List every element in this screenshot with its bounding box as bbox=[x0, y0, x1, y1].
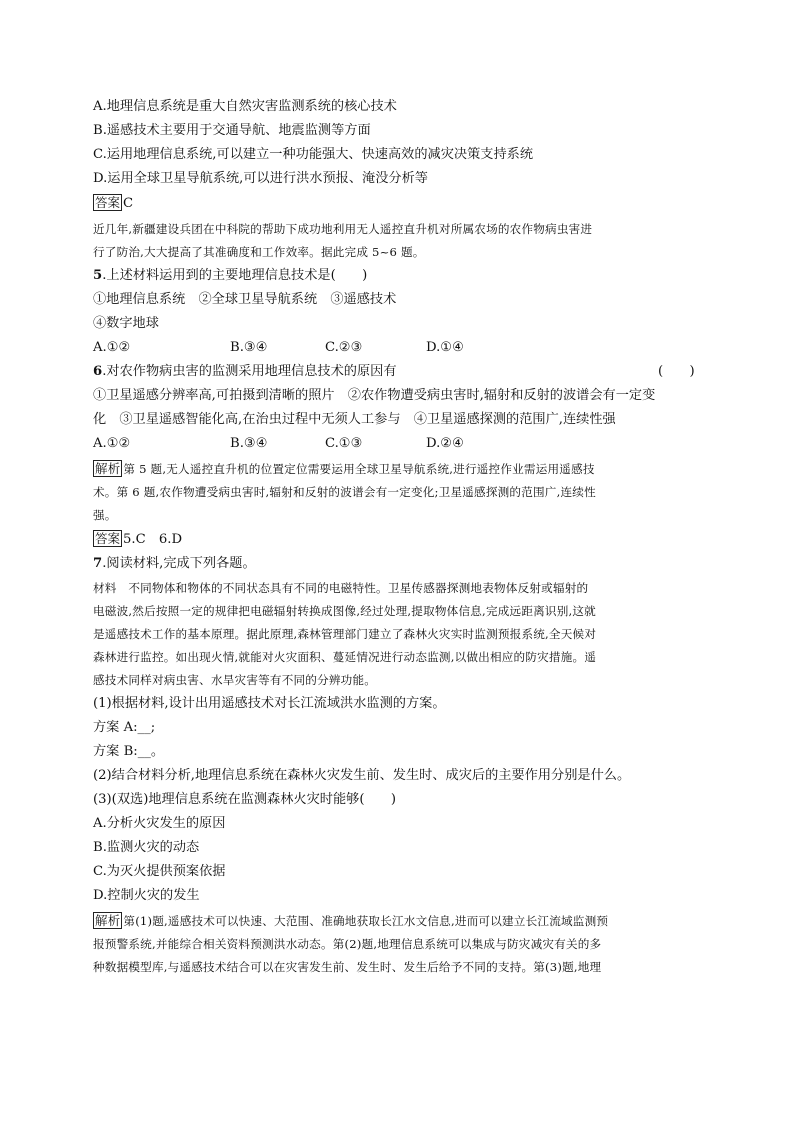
answer-blank: ( ) bbox=[658, 364, 695, 379]
q5-items-line: ④数字地球 bbox=[93, 316, 159, 331]
option-c: C.①③ bbox=[325, 436, 363, 451]
analysis-line: 术。第 6 题,农作物遭受病虫害时,辐射和反射的波谱会有一定变化;卫星遥感探测的范围广,连续性 bbox=[93, 485, 596, 499]
q4-option-d: D.运用全球卫星导航系统,可以进行洪水预报、淹没分析等 bbox=[93, 171, 428, 186]
q7-sub3: (3)(双选)地理信息系统在监测森林火灾时能够( ) bbox=[93, 792, 397, 807]
q4-option-a: A.地理信息系统是重大自然灾害监测系统的核心技术 bbox=[93, 99, 397, 114]
question-stem: .阅读材料,完成下列各题。 bbox=[102, 556, 256, 571]
analysis-tag: 解析 bbox=[95, 461, 121, 476]
analysis-tag: 解析 bbox=[95, 913, 121, 928]
material-line: 感技术同样对病虫害、水旱灾害等有不同的分辨功能。 bbox=[93, 673, 377, 687]
q6-options bbox=[93, 434, 703, 454]
q7-option-a: A.分析火灾发生的原因 bbox=[93, 816, 226, 831]
analysis-line: 强。 bbox=[93, 508, 117, 522]
material-line: 电磁波,然后按照一定的规律把电磁辐射转换成图像,经过处理,提取物体信息,完成远距离识别,这就 bbox=[93, 604, 596, 618]
analysis-line bbox=[93, 911, 608, 931]
option-c: C.②③ bbox=[325, 340, 363, 355]
q5-items-line: ①地理信息系统 ②全球卫星导航系统 ③遥感技术 bbox=[93, 292, 397, 307]
q7-plan-b: 方案 B:__。 bbox=[93, 744, 165, 759]
analysis-line: 种数据模型库,与遥感技术结合可以在灾害发生前、发生时、发生后给予不同的支持。第(3)题,地理 bbox=[93, 960, 602, 974]
question-number: 6 bbox=[93, 364, 103, 379]
material-line: 是遥感技术工作的基本原理。据此原理,森林管理部门建立了森林火灾实时监测预报系统,全天候对 bbox=[93, 627, 597, 641]
q5-options bbox=[93, 338, 703, 358]
answer-tag: 答案 bbox=[95, 531, 121, 546]
answer-tag: 答案 bbox=[95, 195, 121, 210]
q7-option-b: B.监测火灾的动态 bbox=[93, 840, 200, 855]
intro-line: 近几年,新疆建设兵团在中科院的帮助下成功地利用无人遥控直升机对所属农场的农作物病虫害进 bbox=[93, 222, 593, 236]
q6-items-line: 化 ③卫星遥感智能化高,在治虫过程中无须人工参与 ④卫星遥感探测的范围广,连续性强 bbox=[93, 412, 616, 427]
option-b: B.③④ bbox=[230, 436, 268, 451]
q4-option-c: C.运用地理信息系统,可以建立一种功能强大、快速高效的减灾决策支持系统 bbox=[93, 147, 534, 162]
q7-sub2: (2)结合材料分析,地理信息系统在森林火灾发生前、发生时、成灾后的主要作用分别是什么。 bbox=[93, 768, 631, 783]
q4-option-b: B.遥感技术主要用于交通导航、地震监测等方面 bbox=[93, 123, 371, 138]
option-d: D.②④ bbox=[426, 436, 464, 451]
analysis-line: 报预警系统,并能综合相关资料预测洪水动态。第(2)题,地理信息系统可以集成与防灾减灾有关的多 bbox=[93, 937, 602, 951]
answer-text: C bbox=[123, 196, 134, 211]
intro-line: 行了防治,大大提高了其准确度和工作效率。据此完成 5~6 题。 bbox=[93, 245, 425, 259]
q4-answer bbox=[93, 194, 133, 214]
option-b: B.③④ bbox=[230, 340, 268, 355]
q7-option-d: D.控制火灾的发生 bbox=[93, 888, 200, 903]
q6-stem bbox=[93, 362, 703, 382]
answer-text: 5.C 6.D bbox=[123, 532, 183, 547]
question-stem: .对农作物病虫害的监测采用地理信息技术的原因有 bbox=[102, 364, 397, 379]
material-line: 材料 不同物体和物体的不同状态具有不同的电磁特性。卫星传感器探测地表物体反射或辐射的 bbox=[93, 581, 589, 595]
option-d: D.①④ bbox=[426, 340, 464, 355]
answer-56 bbox=[93, 530, 182, 550]
material-line: 森林进行监控。如出现火情,就能对火灾面积、蔓延情况进行动态监测,以做出相应的防灾措施。遥 bbox=[93, 650, 597, 664]
q7-option-c: C.为灭火提供预案依据 bbox=[93, 864, 226, 879]
analysis-line bbox=[93, 459, 595, 479]
q7-stem bbox=[93, 554, 256, 574]
question-stem: .上述材料运用到的主要地理信息技术是( ) bbox=[102, 268, 368, 283]
q7-plan-a: 方案 A:__; bbox=[93, 720, 156, 735]
analysis-text: 第 5 题,无人遥控直升机的位置定位需要运用全球卫星导航系统,进行遥控作业需运用遥感技 bbox=[123, 462, 595, 476]
q5-stem bbox=[93, 266, 367, 286]
q6-items-line: ①卫星遥感分辨率高,可拍摄到清晰的照片 ②农作物遭受病虫害时,辐射和反射的波谱会有一定变 bbox=[93, 388, 656, 403]
option-a: A.①② bbox=[93, 436, 131, 451]
q7-sub1: (1)根据材料,设计出用遥感技术对长江流域洪水监测的方案。 bbox=[93, 696, 446, 711]
option-a: A.①② bbox=[93, 340, 131, 355]
question-number: 7 bbox=[93, 556, 103, 571]
analysis-text: 第(1)题,遥感技术可以快速、大范围、准确地获取长江水文信息,进而可以建立长江流域监测预 bbox=[123, 914, 609, 928]
question-number: 5 bbox=[93, 268, 103, 283]
